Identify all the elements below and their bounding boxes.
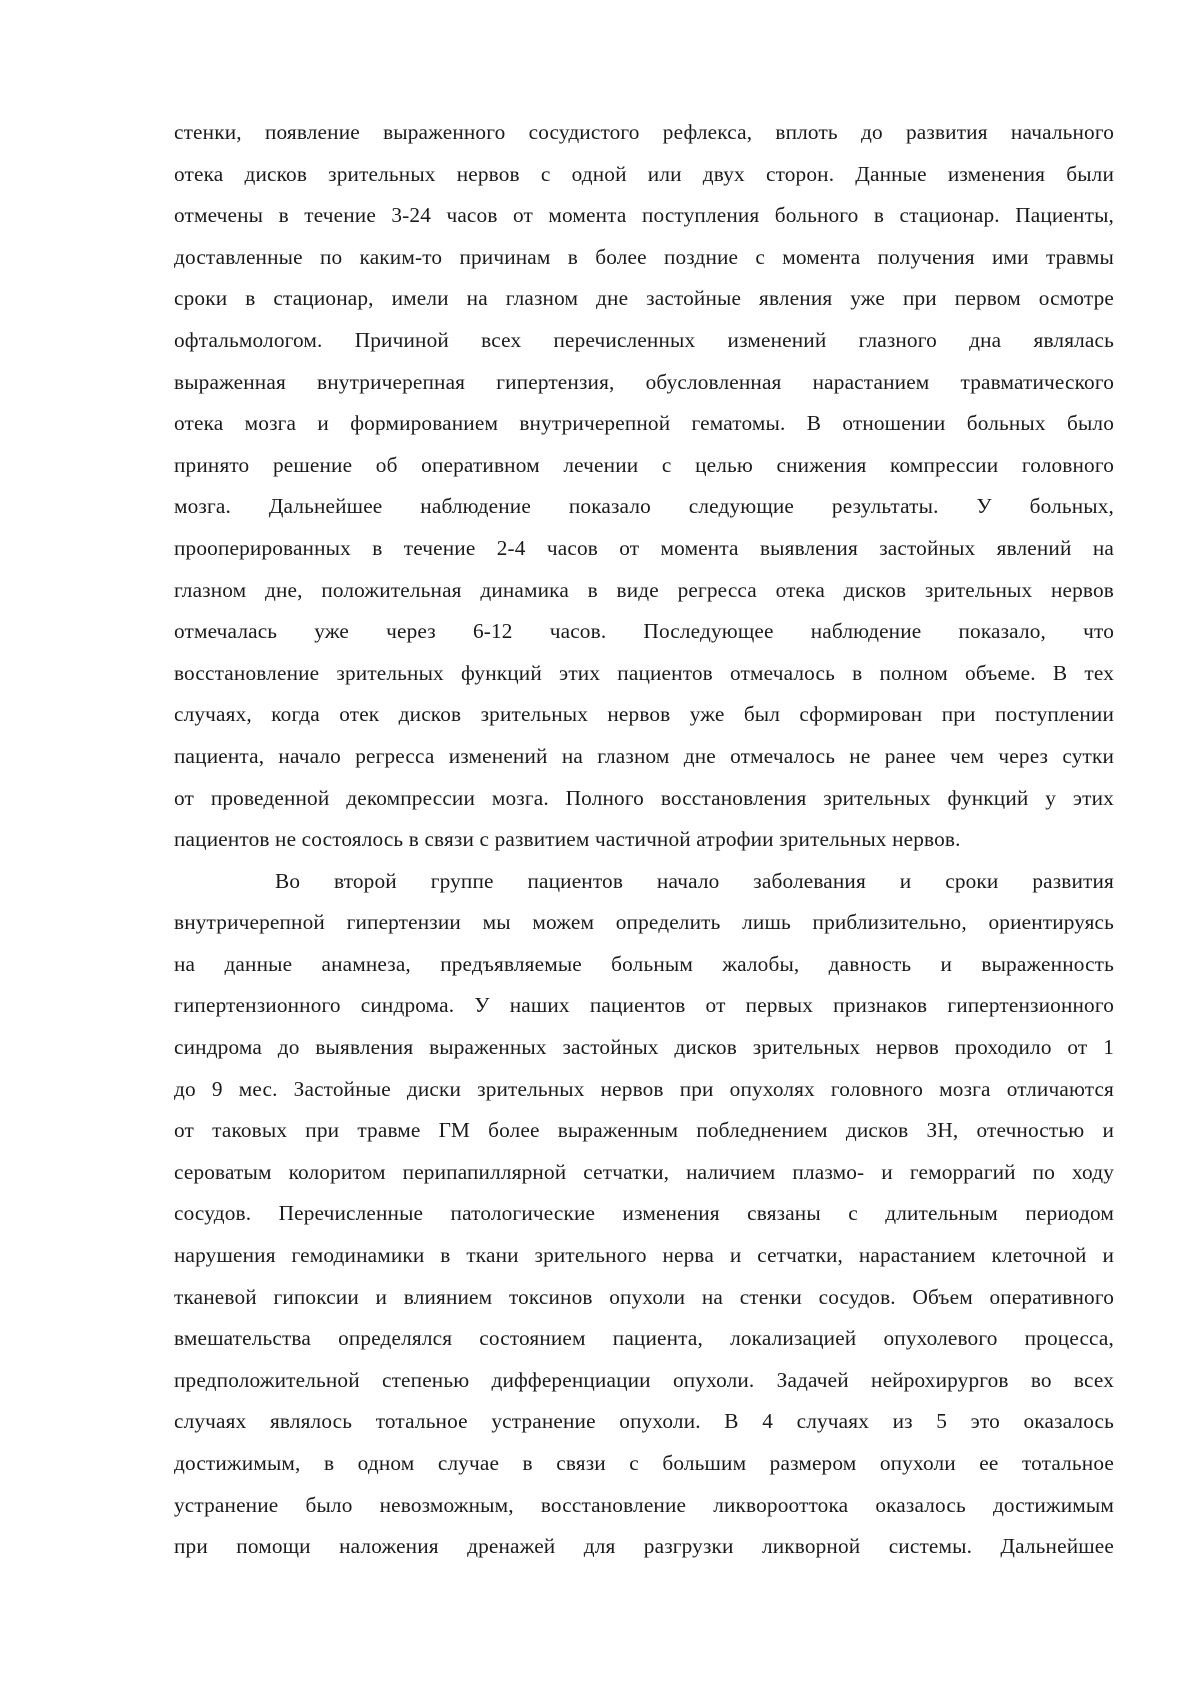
text-line: мозга. Дальнейшее наблюдение показало следующие результаты. У больных, (174, 494, 1114, 519)
text-line: нарушения гемодинамики в ткани зрительного нерва и сетчатки, нарастанием клеточной и (174, 1243, 1114, 1268)
text-line: сероватым колоритом перипапиллярной сетчатки, наличием плазмо- и геморрагий по ходу (174, 1159, 1114, 1184)
text-line: предположительной степенью дифференциации опухоли. Задачей нейрохирургов во всех (174, 1367, 1114, 1392)
text-line: случаях являлось тотальное устранение опухоли. В 4 случаях из 5 это оказалось (174, 1409, 1114, 1434)
text-line: сроки в стационар, имели на глазном дне застойные явления уже при первом осмотре (174, 286, 1114, 311)
text-line: достижимым, в одном случае в связи с большим размером опухоли ее тотальное (174, 1451, 1114, 1475)
body-text (174, 112, 1114, 1568)
text-line: гипертензионного синдрома. У наших пациентов от первых признаков гипертензионного (174, 993, 1114, 1018)
text-line: глазном дне, положительная динамика в виде регресса отека дисков зрительных нервов (174, 577, 1114, 602)
text-line: от таковых при травме ГМ более выраженным побледнением дисков ЗН, отечностью и (174, 1118, 1114, 1143)
text-line: тканевой гипоксии и влиянием токсинов опухоли на стенки сосудов. Объем оперативного (174, 1284, 1114, 1309)
text-line: до 9 мес. Застойные диски зрительных нервов при опухолях головного мозга отличаются (174, 1076, 1114, 1101)
text-line: принято решение об оперативном лечении с целью снижения компрессии головного (174, 452, 1114, 477)
text-line: при помощи наложения дренажей для разгрузки ликворной системы. Дальнейшее (174, 1534, 1114, 1559)
text-line: восстановление зрительных функций этих пациентов отмечалось в полном объеме. В тех (174, 660, 1114, 685)
text-line: случаях, когда отек дисков зрительных нервов уже был сформирован при поступлении (174, 702, 1114, 727)
text-line: сосудов. Перечисленные патологические изменения связаны с длительным периодом (174, 1201, 1114, 1226)
text-line: доставленные по каким-то причинам в более поздние с момента получения ими травмы (174, 244, 1114, 269)
text-line: пациентов не состоялось в связи с развитием частичной атрофии зрительных нервов. (174, 827, 961, 852)
text-line: устранение было невозможным, восстановление ликворооттока оказалось достижимым (174, 1492, 1114, 1517)
text-line: офтальмологом. Причиной всех перечисленных изменений глазного дна являлась (174, 327, 1114, 352)
text-line: пациента, начало регресса изменений на глазном дне отмечалось не ранее чем через сутки (174, 743, 1114, 768)
text-line: отека дисков зрительных нервов с одной или двух сторон. Данные изменения были (174, 161, 1114, 186)
text-line: от проведенной декомпрессии мозга. Полного восстановления зрительных функций у этих (174, 785, 1114, 810)
text-line: выраженная внутричерепная гипертензия, обусловленная нарастанием травматического (174, 369, 1114, 394)
text-line: стенки, появление выраженного сосудистого рефлекса, вплоть до развития начального (174, 120, 1114, 144)
text-line: внутричерепной гипертензии мы можем определить лишь приблизительно, ориентируясь (174, 910, 1114, 935)
text-line: отмечалась уже через 6-12 часов. Последующее наблюдение показало, что (174, 619, 1114, 644)
text-line: отека мозга и формированием внутричерепной гематомы. В отношении больных было (174, 411, 1114, 436)
text-line: Во второй группе пациентов начало заболевания и сроки развития (275, 868, 1114, 893)
text-line: на данные анамнеза, предъявляемые больным жалобы, давность и выраженность (174, 951, 1114, 976)
text-line: прооперированных в течение 2-4 часов от момента выявления застойных явлений на (174, 535, 1114, 560)
text-line: вмешательства определялся состоянием пациента, локализацией опухолевого процесса, (174, 1326, 1114, 1351)
text-line: синдрома до выявления выраженных застойных дисков зрительных нервов проходило от 1 (174, 1035, 1114, 1060)
text-line: отмечены в течение 3-24 часов от момента поступления больного в стационар. Пациенты, (174, 203, 1114, 228)
